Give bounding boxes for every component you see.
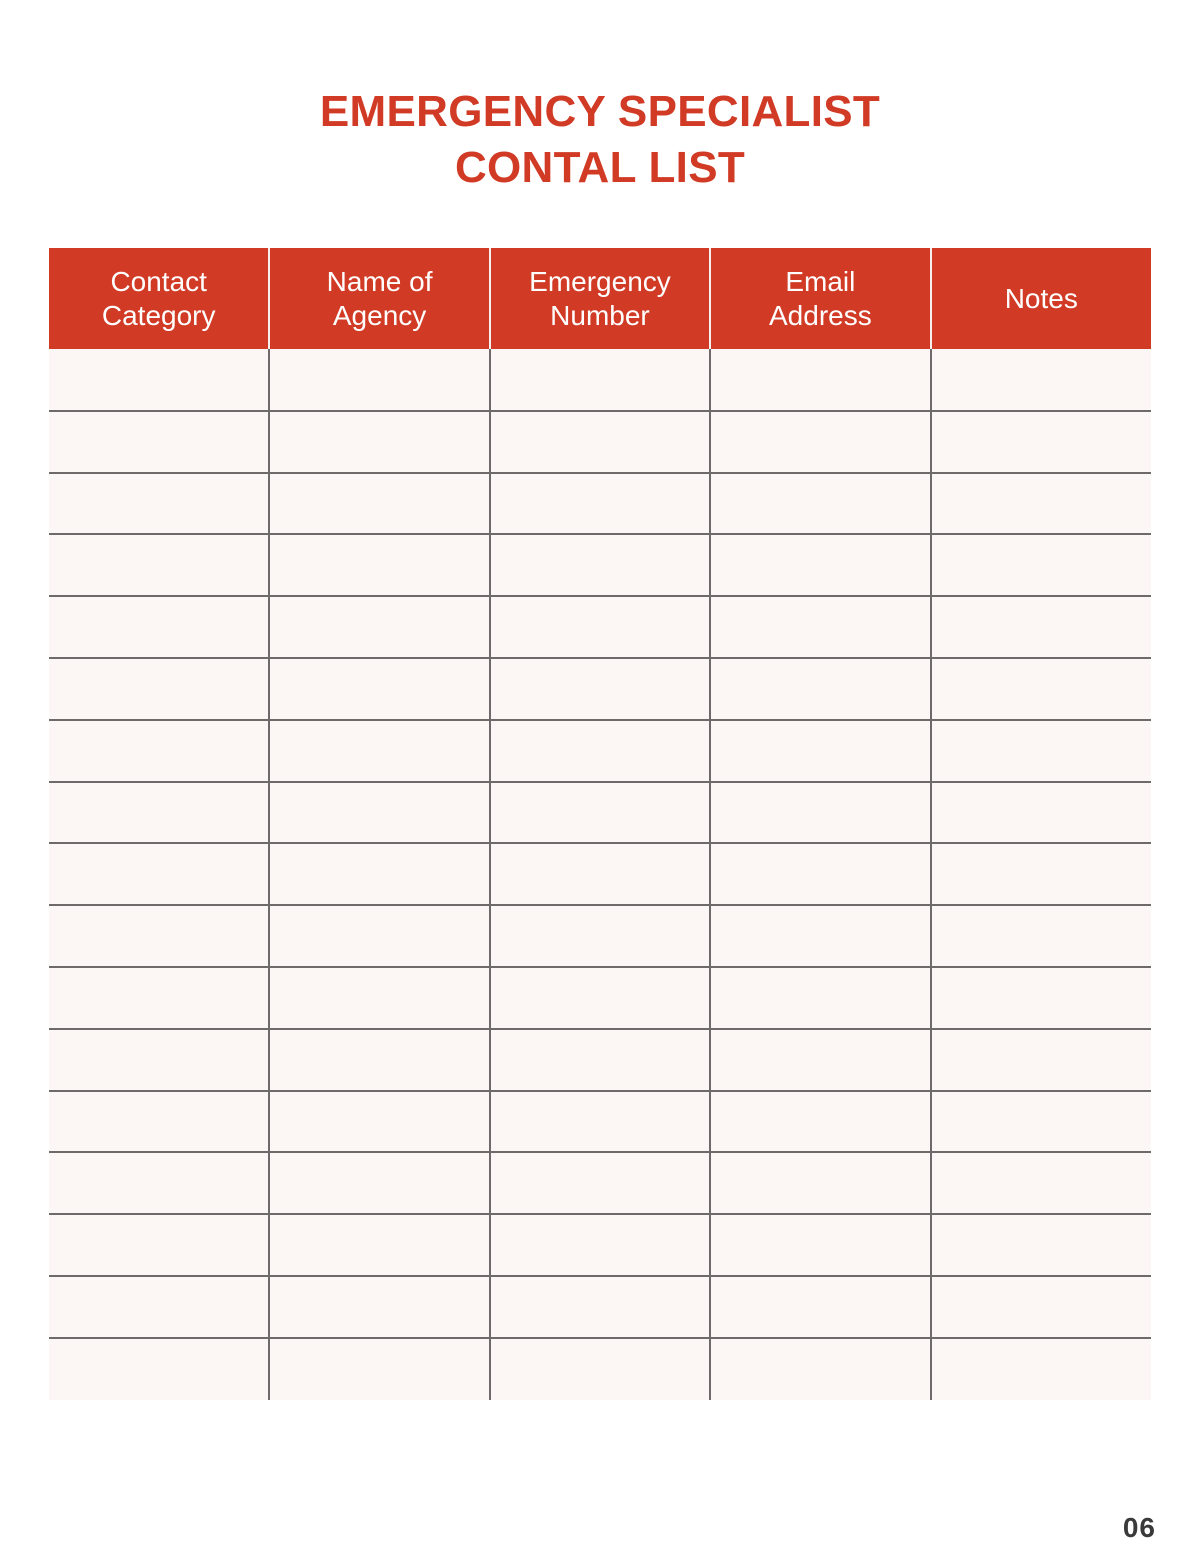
- cell-notes[interactable]: [931, 1214, 1151, 1276]
- cell-name-of-agency[interactable]: [269, 473, 489, 535]
- cell-contact-category[interactable]: [49, 1214, 269, 1276]
- cell-name-of-agency[interactable]: [269, 534, 489, 596]
- column-header-contact-category: [49, 248, 269, 349]
- page-title-line-2: CONTAL LIST: [454, 143, 746, 192]
- table-row: [49, 658, 1151, 720]
- page-number: 06: [1122, 1512, 1156, 1543]
- cell-name-of-agency[interactable]: [269, 349, 489, 411]
- cell-notes[interactable]: [931, 905, 1151, 967]
- cell-name-of-agency[interactable]: [269, 720, 489, 782]
- cell-email-address[interactable]: [710, 349, 930, 411]
- table-body: [49, 349, 1151, 1400]
- cell-name-of-agency[interactable]: [269, 1276, 489, 1338]
- column-header-line: Category: [101, 299, 216, 331]
- table-row: [49, 967, 1151, 1029]
- cell-contact-category[interactable]: [49, 411, 269, 473]
- cell-contact-category[interactable]: [49, 1338, 269, 1400]
- column-header-line: Name of: [326, 265, 433, 297]
- cell-name-of-agency[interactable]: [269, 905, 489, 967]
- cell-emergency-number[interactable]: [490, 1152, 710, 1214]
- cell-email-address[interactable]: [710, 411, 930, 473]
- cell-notes[interactable]: [931, 1091, 1151, 1153]
- cell-name-of-agency[interactable]: [269, 1214, 489, 1276]
- cell-notes[interactable]: [931, 1029, 1151, 1091]
- column-header-line: Address: [769, 299, 872, 331]
- cell-email-address[interactable]: [710, 1276, 930, 1338]
- cell-contact-category[interactable]: [49, 720, 269, 782]
- cell-emergency-number[interactable]: [490, 720, 710, 782]
- cell-email-address[interactable]: [710, 1152, 930, 1214]
- cell-email-address[interactable]: [710, 473, 930, 535]
- cell-email-address[interactable]: [710, 967, 930, 1029]
- cell-contact-category[interactable]: [49, 843, 269, 905]
- table-row: [49, 534, 1151, 596]
- cell-emergency-number[interactable]: [490, 1214, 710, 1276]
- contact-table: [49, 248, 1151, 1400]
- cell-name-of-agency[interactable]: [269, 411, 489, 473]
- cell-name-of-agency[interactable]: [269, 596, 489, 658]
- cell-contact-category[interactable]: [49, 534, 269, 596]
- table-row: [49, 720, 1151, 782]
- cell-emergency-number[interactable]: [490, 596, 710, 658]
- cell-notes[interactable]: [931, 473, 1151, 535]
- column-header-emergency-number: [490, 248, 710, 349]
- table-row: [49, 349, 1151, 411]
- cell-notes[interactable]: [931, 843, 1151, 905]
- cell-notes[interactable]: [931, 658, 1151, 720]
- cell-notes[interactable]: [931, 1338, 1151, 1400]
- column-header-line: Emergency: [529, 265, 671, 297]
- cell-contact-category[interactable]: [49, 782, 269, 844]
- cell-contact-category[interactable]: [49, 1152, 269, 1214]
- table-row: [49, 905, 1151, 967]
- cell-emergency-number[interactable]: [490, 349, 710, 411]
- cell-email-address[interactable]: [710, 1338, 930, 1400]
- cell-emergency-number[interactable]: [490, 1091, 710, 1153]
- cell-name-of-agency[interactable]: [269, 843, 489, 905]
- cell-notes[interactable]: [931, 411, 1151, 473]
- column-header-notes: [931, 248, 1151, 349]
- page-title-line-1: EMERGENCY SPECIALIST: [319, 87, 881, 136]
- cell-emergency-number[interactable]: [490, 1276, 710, 1338]
- cell-contact-category[interactable]: [49, 349, 269, 411]
- column-header-line: Contact: [110, 265, 207, 297]
- cell-name-of-agency[interactable]: [269, 782, 489, 844]
- cell-contact-category[interactable]: [49, 1091, 269, 1153]
- cell-contact-category[interactable]: [49, 1029, 269, 1091]
- cell-notes[interactable]: [931, 596, 1151, 658]
- cell-emergency-number[interactable]: [490, 411, 710, 473]
- cell-emergency-number[interactable]: [490, 782, 710, 844]
- cell-emergency-number[interactable]: [490, 534, 710, 596]
- cell-contact-category[interactable]: [49, 596, 269, 658]
- cell-email-address[interactable]: [710, 658, 930, 720]
- cell-name-of-agency[interactable]: [269, 1338, 489, 1400]
- cell-emergency-number[interactable]: [490, 1029, 710, 1091]
- cell-email-address[interactable]: [710, 905, 930, 967]
- cell-email-address[interactable]: [710, 1029, 930, 1091]
- cell-email-address[interactable]: [710, 782, 930, 844]
- cell-name-of-agency[interactable]: [269, 967, 489, 1029]
- page-title: [0, 84, 1200, 196]
- cell-email-address[interactable]: [710, 596, 930, 658]
- cell-email-address[interactable]: [710, 534, 930, 596]
- column-header-line: Notes: [1004, 282, 1078, 314]
- cell-contact-category[interactable]: [49, 905, 269, 967]
- table-row: [49, 1091, 1151, 1153]
- table-row: [49, 843, 1151, 905]
- cell-notes[interactable]: [931, 720, 1151, 782]
- cell-notes[interactable]: [931, 1152, 1151, 1214]
- cell-contact-category[interactable]: [49, 473, 269, 535]
- cell-contact-category[interactable]: [49, 658, 269, 720]
- cell-email-address[interactable]: [710, 1214, 930, 1276]
- cell-emergency-number[interactable]: [490, 1338, 710, 1400]
- cell-name-of-agency[interactable]: [269, 658, 489, 720]
- cell-name-of-agency[interactable]: [269, 1029, 489, 1091]
- cell-notes[interactable]: [931, 782, 1151, 844]
- cell-email-address[interactable]: [710, 720, 930, 782]
- cell-email-address[interactable]: [710, 843, 930, 905]
- table-row: [49, 1029, 1151, 1091]
- cell-notes[interactable]: [931, 349, 1151, 411]
- table-row: [49, 1214, 1151, 1276]
- cell-notes[interactable]: [931, 1276, 1151, 1338]
- cell-emergency-number[interactable]: [490, 473, 710, 535]
- cell-contact-category[interactable]: [49, 1276, 269, 1338]
- cell-emergency-number[interactable]: [490, 905, 710, 967]
- column-header-email-address: [710, 248, 930, 349]
- cell-emergency-number[interactable]: [490, 967, 710, 1029]
- column-header-line: Email: [785, 265, 856, 297]
- cell-email-address[interactable]: [710, 1091, 930, 1153]
- cell-name-of-agency[interactable]: [269, 1152, 489, 1214]
- cell-contact-category[interactable]: [49, 967, 269, 1029]
- column-header-name-of-agency: [269, 248, 489, 349]
- table-row: [49, 411, 1151, 473]
- table-row: [49, 1152, 1151, 1214]
- header-row: [49, 248, 1151, 349]
- table-row: [49, 596, 1151, 658]
- table-row: [49, 1338, 1151, 1400]
- table-row: [49, 1276, 1151, 1338]
- column-header-line: Number: [550, 299, 650, 331]
- cell-name-of-agency[interactable]: [269, 1091, 489, 1153]
- column-header-line: Agency: [332, 299, 427, 331]
- table-row: [49, 782, 1151, 844]
- cell-emergency-number[interactable]: [490, 843, 710, 905]
- cell-notes[interactable]: [931, 534, 1151, 596]
- cell-emergency-number[interactable]: [490, 658, 710, 720]
- cell-notes[interactable]: [931, 967, 1151, 1029]
- table-row: [49, 473, 1151, 535]
